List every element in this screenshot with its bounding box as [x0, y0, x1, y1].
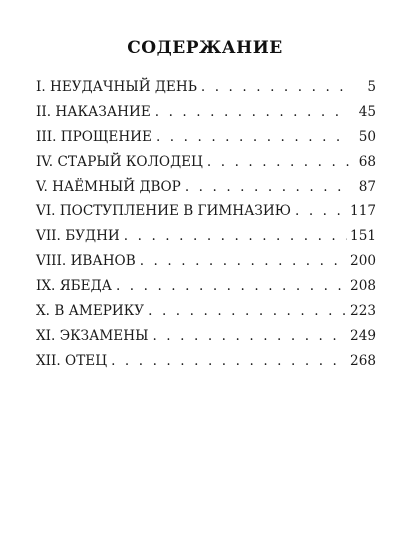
chapter-title: XI. ЭКЗАМЕНЫ	[36, 327, 149, 344]
dot-leader	[111, 353, 347, 370]
page-number: 268	[350, 352, 376, 369]
toc-entry	[36, 228, 376, 253]
toc-entry	[36, 353, 376, 378]
page-number: 5	[367, 79, 376, 95]
page-number: 117	[350, 203, 376, 220]
page-number: 50	[358, 128, 376, 145]
chapter-title: V. НАЁМНЫЙ ДВОР	[36, 178, 181, 195]
toc-entry	[36, 129, 376, 154]
table-of-contents	[36, 79, 376, 378]
page-number: 45	[358, 103, 376, 120]
page-title: СОДЕРЖАНИЕ	[127, 38, 283, 58]
dot-leader	[201, 79, 349, 96]
dot-leader	[155, 104, 349, 121]
toc-entry	[36, 328, 376, 353]
dot-leader	[140, 253, 347, 270]
toc-entry	[36, 278, 376, 303]
page-number: 87	[358, 178, 376, 195]
toc-entry	[36, 253, 376, 278]
toc-entry	[36, 303, 376, 328]
toc-entry	[36, 179, 376, 204]
page-number: 200	[350, 253, 376, 270]
toc-entry	[36, 104, 376, 129]
dot-leader	[207, 154, 349, 171]
page-number: 249	[350, 327, 376, 344]
dot-leader	[148, 303, 347, 320]
dot-leader	[295, 203, 347, 220]
dot-leader	[152, 328, 347, 345]
chapter-title: II. НАКАЗАНИЕ	[36, 103, 151, 120]
chapter-title: VIII. ИВАНОВ	[36, 253, 136, 270]
chapter-title: III. ПРОЩЕНИЕ	[36, 128, 152, 145]
page-number: 223	[350, 303, 376, 320]
dot-leader	[124, 228, 347, 245]
page-number: 68	[358, 153, 376, 170]
chapter-title: IV. СТАРЫЙ КОЛОДЕЦ	[36, 153, 203, 170]
toc-entry	[36, 79, 376, 104]
toc-entry	[36, 203, 376, 228]
chapter-title: XII. ОТЕЦ	[36, 352, 108, 369]
page-number: 208	[350, 278, 376, 295]
dot-leader	[116, 278, 347, 295]
toc-entry	[36, 154, 376, 179]
page-number: 151	[350, 228, 376, 245]
chapter-title: X. В АМЕРИКУ	[36, 303, 145, 320]
chapter-title: IX. ЯБЕДА	[36, 278, 112, 295]
chapter-title: VII. БУДНИ	[36, 228, 120, 245]
chapter-title: I. НЕУДАЧНЫЙ ДЕНЬ	[36, 79, 197, 95]
dot-leader	[185, 179, 349, 196]
dot-leader	[156, 129, 349, 146]
chapter-title: VI. ПОСТУПЛЕНИЕ В ГИМНАЗИЮ	[36, 203, 291, 220]
